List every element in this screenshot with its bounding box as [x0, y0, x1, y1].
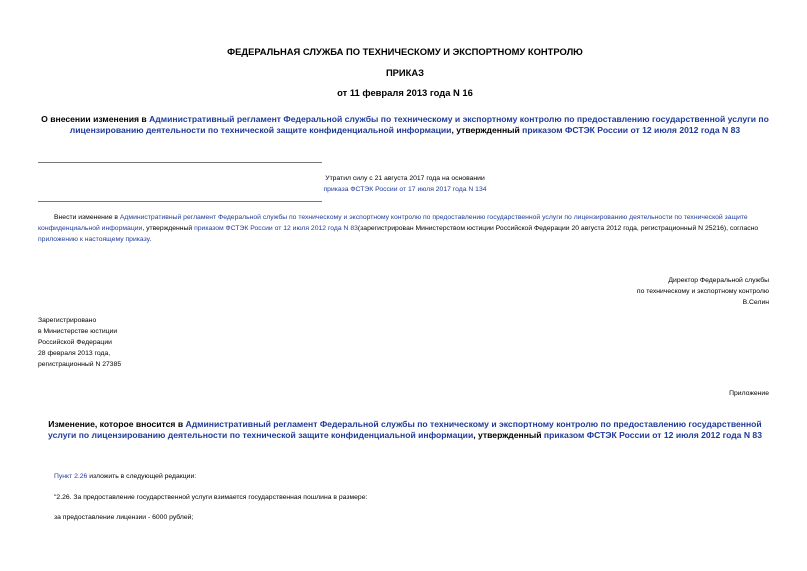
- appendix-item-text: изложить в следующей редакции:: [87, 473, 197, 480]
- appendix-quote-2: за предоставление лицензии - 6000 рублей;: [54, 514, 194, 521]
- body-text: , утвержденный: [142, 225, 195, 232]
- appendix-item: [54, 471, 196, 482]
- registration-block: [38, 315, 121, 370]
- divider-bottom: [38, 201, 322, 202]
- body-paragraph: [38, 212, 774, 245]
- title-link-regulation[interactable]: Административный регламент Федеральной службы по техническому и экспортному контролю по предоставлению государственной услуги по лицензированию деятельности по технической защите конфиденциальной информации: [69, 114, 769, 135]
- registration-line: Зарегистрировано: [38, 317, 97, 324]
- body-text: Внести изменение в: [54, 214, 120, 221]
- appendix-label: Приложение: [729, 390, 769, 397]
- appendix-title-text: Изменение, которое вносится в: [48, 419, 186, 429]
- appendix-quote-1: "2.26. За предоставление государственной услуги взимается государственная пошлина в размере:: [54, 494, 368, 501]
- appendix-title-text: , утвержденный: [473, 430, 544, 440]
- body-link-order[interactable]: приказом ФСТЭК России от 12 июля 2012 года N 83: [194, 225, 358, 232]
- signature-title: по техническому и экспортному контролю: [636, 288, 769, 295]
- status-line: Утратил силу с 21 августа 2017 года на основании: [325, 175, 485, 182]
- title-text: , утвержденный: [451, 125, 523, 135]
- body-link-regulation[interactable]: Административный регламент Федеральной службы по техническому и экспортному контролю по предоставлению государственной услуги по лицензированию деятельности по технической защите конфиденциальной информации: [38, 214, 748, 232]
- appendix-title: [36, 419, 774, 441]
- registration-line: в Министерстве юстиции: [38, 328, 118, 335]
- appendix-title-link-regulation[interactable]: Административный регламент Федеральной службы по техническому и экспортному контролю по предоставлению государственной услуги по лицензированию деятельности по технической защите конфиденциальной информации: [48, 419, 762, 440]
- doc-date-heading: от 11 февраля 2013 года N 16: [337, 87, 473, 98]
- body-link-appendix[interactable]: приложению к настоящему приказу: [38, 236, 150, 243]
- agency-heading: ФЕДЕРАЛЬНАЯ СЛУЖБА ПО ТЕХНИЧЕСКОМУ И ЭКСПОРТНОМУ КОНТРОЛЮ: [227, 46, 583, 57]
- document-title: [36, 114, 774, 136]
- registration-line: Российской Федерации: [38, 339, 112, 346]
- signature-block: [637, 275, 769, 308]
- body-text: .: [149, 236, 152, 243]
- status-link[interactable]: приказа ФСТЭК России от 17 июля 2017 года N 134: [323, 186, 487, 193]
- divider-top: [38, 162, 322, 163]
- title-link-order[interactable]: приказом ФСТЭК России от 12 июля 2012 года N 83: [522, 125, 741, 135]
- title-text: О внесении изменения в: [41, 114, 150, 124]
- appendix-item-link[interactable]: Пункт 2.26: [54, 473, 88, 480]
- registration-line: 28 февраля 2013 года,: [38, 350, 111, 357]
- appendix-title-link-order[interactable]: приказом ФСТЭК России от 12 июля 2012 года N 83: [543, 430, 762, 440]
- signature-title: Директор Федеральной службы: [668, 277, 769, 284]
- signature-name: В.Селин: [742, 299, 769, 306]
- registration-line: регистрационный N 27385: [38, 361, 122, 368]
- body-text: (зарегистрирован Министерством юстиции Российской Федерации 20 августа 2012 года, регистрационный N 25216), согласно: [357, 225, 759, 232]
- doc-type-heading: ПРИКАЗ: [385, 67, 425, 78]
